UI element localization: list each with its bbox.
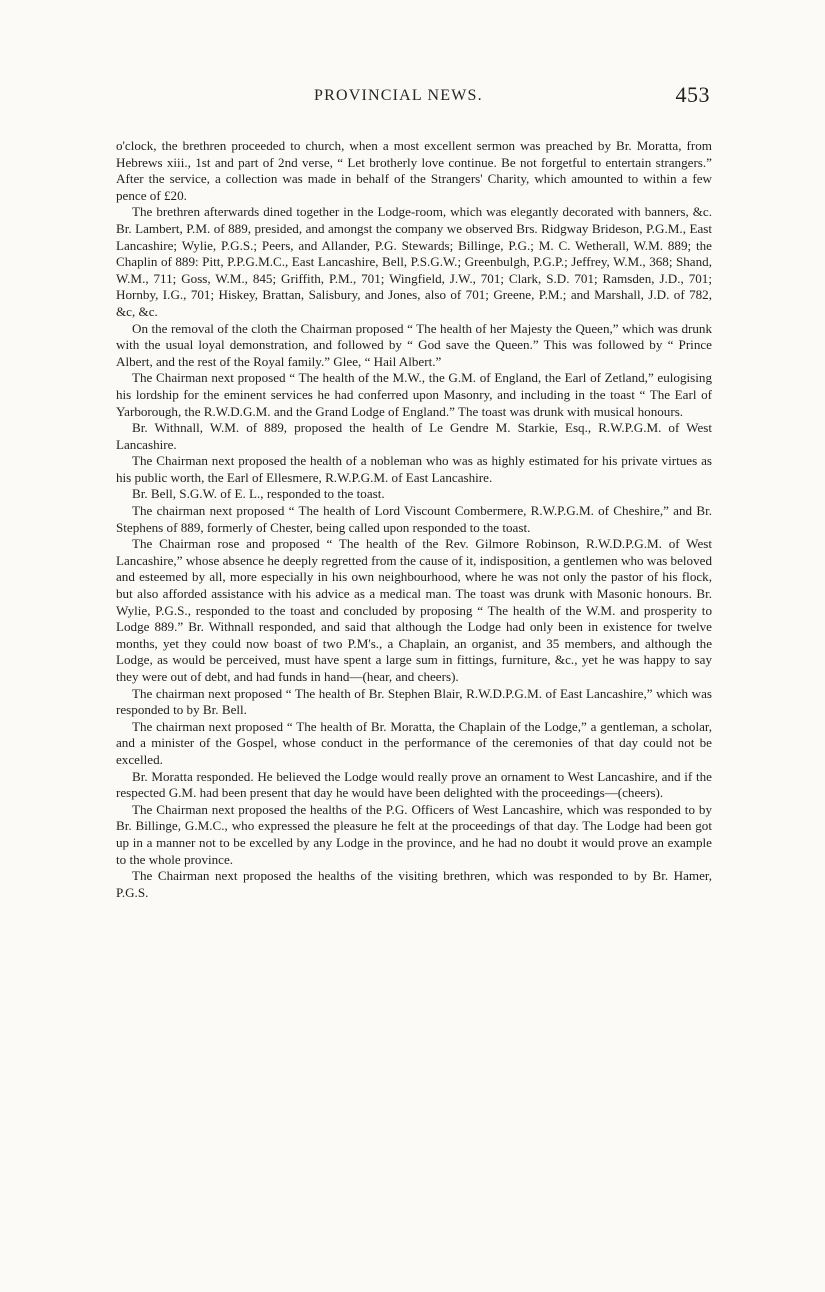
paragraph: The chairman next proposed “ The health of Br. Moratta, the Chaplain of the Lodge,” a gentleman, a scholar, and a minister of the Gospel, whose conduct in the performance of the ceremonies of that day could not be excelled. bbox=[116, 718, 712, 767]
paragraph: The Chairman next proposed the health of a nobleman who was as highly estimated for his private virtues as his public worth, the Earl of Ellesmere, R.W.P.G.M. of East Lancashire. bbox=[116, 453, 712, 485]
paragraph: o'clock, the brethren proceeded to church, when a most excellent sermon was preached by Br. Moratta, from Hebrews xiii., 1st and part of 2nd verse, “ Let brotherly love continue. Be not forgetful to entertain strangers.” After the service, a collection was made in behalf of the Strangers' Charity, which amounted to within a few pence of £20. bbox=[116, 138, 712, 203]
page-header bbox=[116, 82, 712, 116]
paragraph: On the removal of the cloth the Chairman proposed “ The health of her Majesty the Queen,” which was drunk with the usual loyal demonstration, and followed by “ God save the Queen.” This was followed by “ Prince Albert, and the rest of the Royal family.” Glee, “ Hail Albert.” bbox=[116, 320, 712, 369]
paragraph: The Chairman next proposed “ The health of the M.W., the G.M. of England, the Earl of Zetland,” eulogising his lordship for the eminent services he had conferred upon Masonry, and including in the toast “ The Earl of Yarborough, the R.W.D.G.M. and the Grand Lodge of England.” The toast was drunk with musical honours. bbox=[116, 370, 712, 419]
paragraph: The chairman next proposed “ The health of Br. Stephen Blair, R.W.D.P.G.M. of East Lancashire,” which was responded to by Br. Bell. bbox=[116, 685, 712, 718]
paragraph: Br. Bell, S.G.W. of E. L., responded to the toast. bbox=[132, 486, 385, 502]
page bbox=[116, 82, 712, 901]
page-number: 453 bbox=[675, 82, 710, 107]
paragraph: The brethren afterwards dined together in the Lodge-room, which was elegantly decorated with banners, &c. Br. Lambert, P.M. of 889, presided, and amongst the company we observed Brs. Ridgway Brideson, P.G.M., East Lancashire; Wylie, P.G.S.; Peers, and Allander, P.G. Stewards; Billinge, P.G.; M. C. Wetherall, W.M. 889; the Chaplin of 889: Pitt, P.P.G.M.C., East Lancashire, Bell, P.S.G.W.; Greenbulgh, P.G.P.; Jeffrey, W.M., 368; Shand, W.M., 711; Goss, W.M., 845; Griffith, P.M., 701; Wingfield, J.W., 701; Clark, S.D. 701; Ramsden, J.D., 701; Hornby, I.G., 701; Hiskey, Brattan, Salisbury, and Jones, also of 701; Greene, P.M.; and Marshall, J.D. of 782, &c, &c. bbox=[116, 204, 712, 319]
paragraph: The Chairman next proposed the healths of the visiting brethren, which was responded to by Br. Hamer, P.G.S. bbox=[116, 868, 712, 900]
paragraph: The chairman next proposed “ The health of Lord Viscount Combermere, R.W.P.G.M. of Cheshire,” and Br. Stephens of 889, formerly of Chester, being called upon responded to the toast. bbox=[116, 503, 712, 535]
paragraph: Br. Withnall, W.M. of 889, proposed the health of Le Gendre M. Starkie, Esq., R.W.P.G.M. of West Lancashire. bbox=[116, 420, 712, 452]
paragraph: The Chairman next proposed the healths of the P.G. Officers of West Lancashire, which was responded to by Br. Billinge, G.M.C., who expressed the pleasure he felt at the proceedings of that day. The Lodge had been got up in a manner not to be excelled by any Lodge in the province, and he had no doubt it would prove an example to the whole province. bbox=[116, 801, 712, 867]
paragraph: The Chairman rose and proposed “ The health of the Rev. Gilmore Robinson, R.W.D.P.G.M. of West Lancashire,” whose absence he deeply regretted from the cause of it, indisposition, a gentlemen who was beloved and esteemed by all, more especially in his own neighbourhood, where he was not only the pastor of his flock, but also afforded assistance with his advice as a medical man. The toast was drunk with Masonic honours. Br. Wylie, P.G.S., responded to the toast and concluded by proposing “ The health of the W.M. and prosperity to Lodge 889.” Br. Withnall responded, and said that although the Lodge had only been in existence for twelve months, yet they could now boast of two P.M's., a Chaplain, an organist, and 35 members, and although the Lodge, as would be perceived, must have spent a large sum in fittings, furniture, &c., yet he was happy to say they were out of debt, and had funds in hand—(hear, and cheers). bbox=[116, 536, 712, 684]
paragraph: Br. Moratta responded. He believed the Lodge would really prove an ornament to West Lancashire, and if the respected G.M. had been present that day he would have been delighted with the proceedings—(cheers). bbox=[116, 768, 712, 801]
running-head: PROVINCIAL NEWS. bbox=[314, 87, 483, 104]
article-body bbox=[116, 138, 712, 901]
